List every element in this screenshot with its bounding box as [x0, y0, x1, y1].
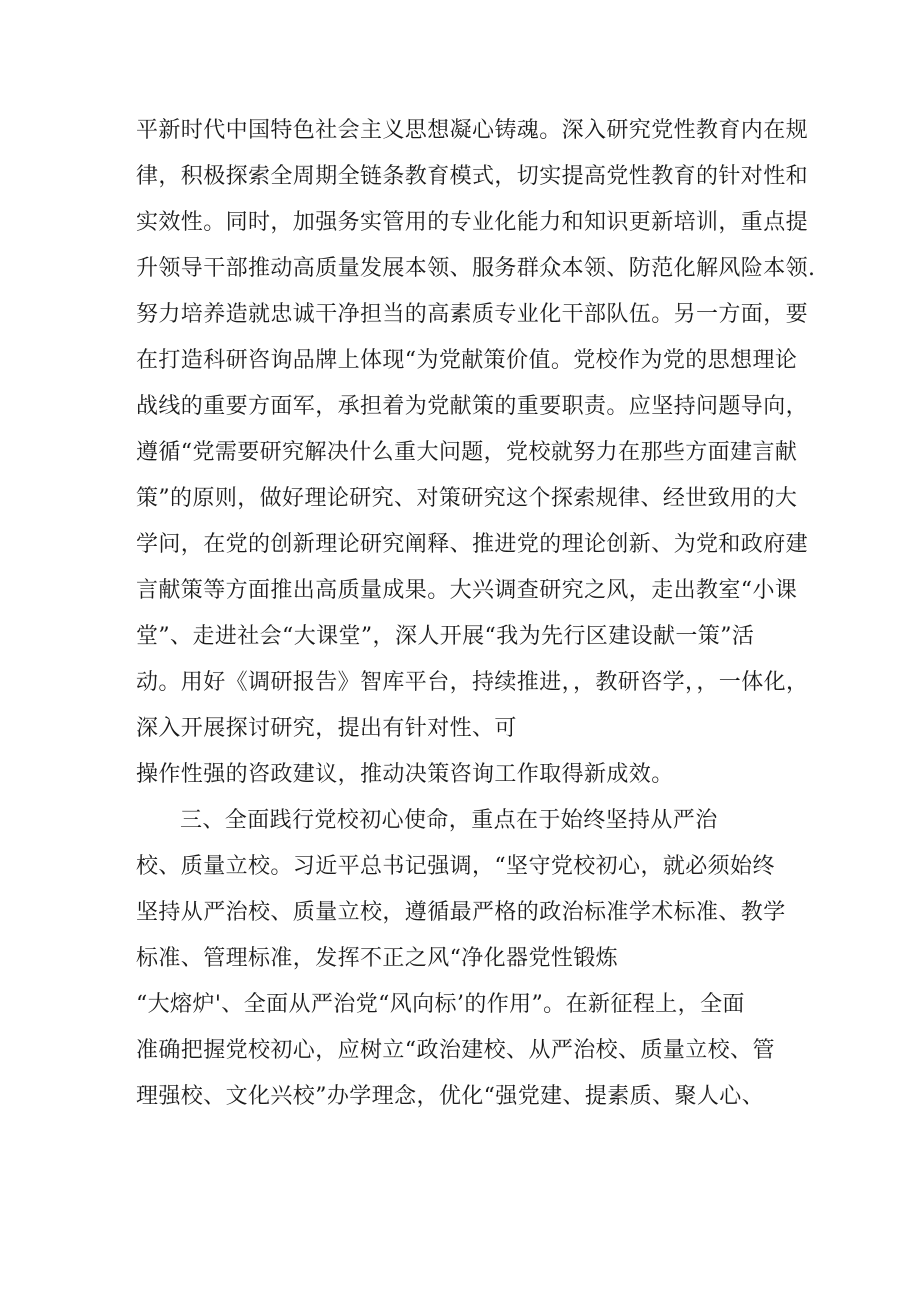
- text-line: 动。用好《调研报告》智库平台，持续推进，，教研咨学，，一体化，: [136, 670, 809, 695]
- text-line: 实效性。同时，加强务实管用的专业化能力和知识更新培训，重点提: [136, 210, 809, 235]
- text-line: 平新时代中国特色社会主义思想凝心铸魂。深入研究党性教育内在规: [136, 118, 809, 143]
- text-line: 操作性强的咨政建议，推动决策咨询工作取得新成效。: [136, 762, 674, 787]
- text-line: 深入开展探讨研究，提出有针对性、可: [136, 716, 517, 741]
- section-heading-line: 三、全面践行党校初心使命，重点在于始终坚持从严治: [180, 808, 718, 833]
- text-line: 校、质量立校。习近平总书记强调，“坚守党校初心，就必须始终: [136, 854, 775, 879]
- text-line: “大熔炉'、全面从严治党“风向标’的作用”。在新征程上，全面: [136, 992, 745, 1017]
- text-line: 坚持从严治校、质量立校，遵循最严格的政治标准学术标准、教学: [136, 900, 786, 925]
- text-line: 遵循“党需要研究解决什么重大问题，党校就努力在那些方面建言献: [136, 440, 798, 465]
- text-line: 战线的重要方面军，承担着为党献策的重要职责。应坚持问题导向，: [136, 394, 809, 419]
- text-line: 学问，在党的创新理论研究阐释、推进党的理论创新、为党和政府建: [136, 532, 809, 557]
- body-text: [136, 108, 816, 1120]
- text-line: 标准、管理标准，发挥不正之风“净化器党性锻炼: [136, 946, 619, 971]
- text-line: 准确把握党校初心，应树立“政治建校、从严治校、质量立校、管: [136, 1038, 775, 1063]
- text-line: 升领导干部推动高质量发展本领、服务群众本领、防范化解风险本领.: [136, 256, 816, 281]
- text-line: 理强校、文化兴校”办学理念，优化“强党建、提素质、聚人心、: [136, 1084, 765, 1109]
- text-line: 努力培养造就忠诚干净担当的高素质专业化干部队伍。另一方面，要: [136, 302, 809, 327]
- text-line: 律，积极探索全周期全链条教育模式，切实提高党性教育的针对性和: [136, 164, 809, 189]
- text-line: 言献策等方面推出高质量成果。大兴调查研究之风，走出教室“小课: [136, 578, 798, 603]
- text-line: 在打造科研咨询品牌上体现“为党献策价值。党校作为党的思想理论: [136, 348, 798, 373]
- text-line: 策”的原则，做好理论研究、对策研究这个探索规律、经世致用的大: [136, 486, 798, 511]
- text-line: 堂”、走进社会“大课堂”，深人开展“我为先行区建设献一策”活: [136, 624, 755, 649]
